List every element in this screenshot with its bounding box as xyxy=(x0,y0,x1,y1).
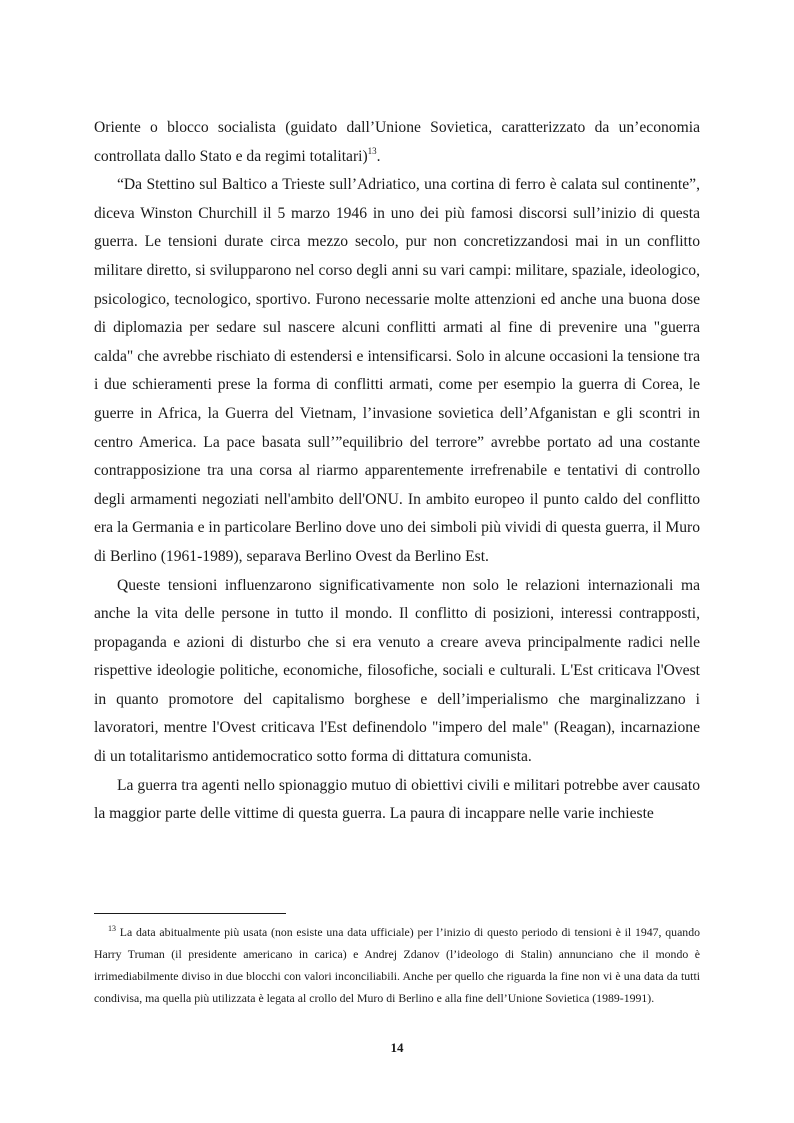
footnote-reference: 13 xyxy=(367,145,377,156)
footnote xyxy=(94,921,700,1009)
body-text xyxy=(94,114,700,829)
footnote-separator xyxy=(94,913,286,914)
page-number: 14 xyxy=(390,1040,404,1055)
footnote-number: 13 xyxy=(108,924,116,933)
paragraph-2: “Da Stettino sul Baltico a Trieste sull’Adriatico, una cortina di ferro è calata sul continente”, diceva Winston Churchill il 5 marzo 1946 in uno dei più famosi discorsi sull’inizio di questa guerra. Le tensioni durate circa mezzo secolo, pur non concretizzandosi mai in un conflitto militare diretto, si svilupparono nel corso degli anni su vari campi: militare, spaziale, ideologico, psicologico, tecnologico, sportivo. Furono necessarie molte attenzioni ed anche una buona dose di diplomazia per sedare sul nascere alcuni conflitti armati al fine di prevenire una "guerra calda" che avrebbe rischiato di estendersi e intensificarsi. Solo in alcune occasioni la tensione tra i due schieramenti prese la forma di conflitti armati, come per esempio la guerra di Corea, le guerre in Africa, la Guerra del Vietnam, l’invasione sovietica dell’Afganistan e gli scontri in centro America. La pace basata sull’”equilibrio del terrore” avrebbe portato ad una costante contrapposizione tra una corsa al riarmo apparentemente irrefrenabile e tentativi di controllo degli armamenti negoziati nell'ambito dell'ONU. In ambito europeo il punto caldo del conflitto era la Germania e in particolare Berlino dove uno dei simboli più vividi di questa guerra, il Muro di Berlino (1961-1989), separava Berlino Ovest da Berlino Est. xyxy=(94,176,700,565)
paragraph-3: Queste tensioni influenzarono significativamente non solo le relazioni internazionali ma anche la vita delle persone in tutto il mondo. Il conflitto di posizioni, interessi contrapposti, propaganda e azioni di disturbo che si era venuto a creare aveva principalmente radici nelle rispettive ideologie politiche, economiche, filosofiche, sociali e culturali. L'Est criticava l'Ovest in quanto promotore del capitalismo borghese e dell’imperialismo che marginalizzano i lavoratori, mentre l'Ovest criticava l'Est definendolo "impero del male" (Reagan), incarnazione di un totalitarismo antidemocratico sotto forma di dittatura comunista. xyxy=(94,576,700,766)
paragraph-1 xyxy=(94,114,700,171)
footnote-text: La data abitualmente più usata (non esiste una data ufficiale) per l’inizio di questo periodo di tensioni è il 1947, quando Harry Truman (il presidente americano in carica) e Andrej Zdanov (l’ideologo di Stalin) annunciano che il mondo è irrimediabilmente diviso in due blocchi con valori inconciliabili. Anche per quello che riguarda la fine non vi è una data da tutti condivisa, ma quella più utilizzata è legata al crollo del Muro di Berlino e alla fine dell’Unione Sovietica (1989-1991). xyxy=(94,925,700,1005)
paragraph-1-end: . xyxy=(376,147,381,165)
paragraph-4: La guerra tra agenti nello spionaggio mutuo di obiettivi civili e militari potrebbe aver causato la maggior parte delle vittime di questa guerra. La paura di incappare nelle varie inchieste xyxy=(94,776,700,823)
paragraph-1-text: Oriente o blocco socialista (guidato dall’Unione Sovietica, caratterizzato da un’economia controllata dallo Stato e da regimi totalitari) xyxy=(94,119,700,165)
